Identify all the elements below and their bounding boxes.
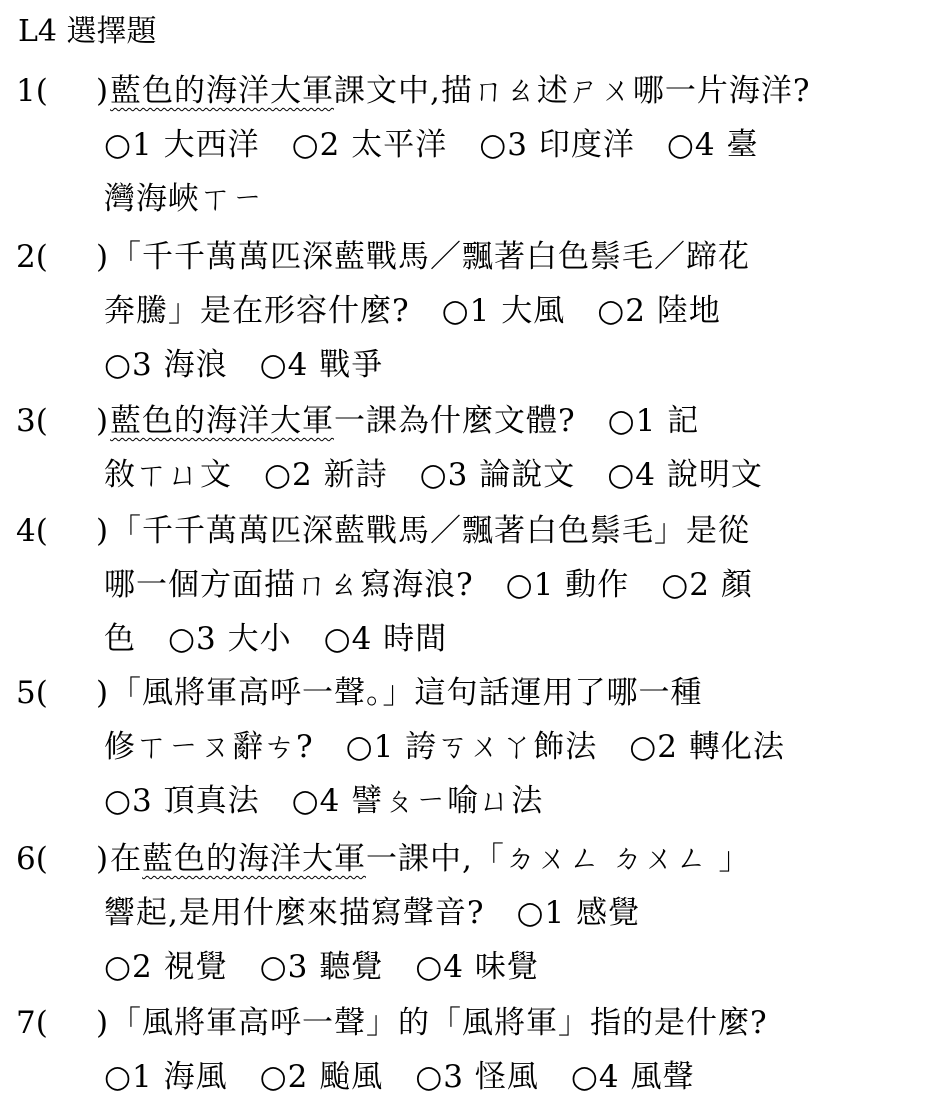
question-text-line	[110, 68, 810, 114]
question-text-line: 修ㄒㄧㄡ辭ㄘ? ○1 誇ㄎㄨㄚ飾法 ○2 轉化法	[104, 729, 785, 765]
lesson-title: 藍色的海洋大軍	[142, 841, 366, 877]
options-line: ○3 頂真法 ○4 譬ㄆㄧ喻ㄩ法	[104, 783, 544, 819]
question-number: 3(	[16, 403, 48, 439]
question-text-line	[110, 836, 751, 882]
options-line: ○3 海浪 ○4 戰爭	[104, 347, 384, 383]
question-text-line	[110, 398, 699, 444]
worksheet-title: L4 選擇題	[18, 14, 157, 49]
question-number: 4(	[16, 513, 48, 549]
question-text-line: 「千千萬萬匹深藍戰馬／飄著白色鬃毛」是從	[110, 513, 750, 549]
question-number: 5(	[16, 675, 48, 711]
options-line: ○1 大西洋 ○2 太平洋 ○3 印度洋 ○4 臺	[104, 127, 759, 163]
answer-paren: )	[96, 675, 109, 711]
options-line: 色 ○3 大小 ○4 時間	[104, 621, 448, 657]
text-suffix: 一課中,「ㄉㄨㄥ ㄉㄨㄥ 」	[366, 841, 751, 877]
question-text-line: 哪一個方面描ㄇㄠ寫海浪? ○1 動作 ○2 顏	[104, 567, 753, 603]
question-text-line: 「風將軍高呼一聲」的「風將軍」指的是什麼?	[110, 1005, 768, 1041]
question-number: 7(	[16, 1005, 48, 1041]
lesson-title: 藍色的海洋大軍	[110, 73, 334, 109]
text-prefix: 在	[110, 841, 142, 877]
options-line: ○2 視覺 ○3 聽覺 ○4 味覺	[104, 949, 539, 985]
answer-paren: )	[96, 1005, 109, 1041]
options-line: 灣海峽ㄒㄧ	[104, 181, 264, 217]
question-number: 6(	[16, 841, 48, 877]
options-line: ○1 海風 ○2 颱風 ○3 怪風 ○4 風聲	[104, 1059, 695, 1095]
answer-paren: )	[96, 513, 109, 549]
question-text-line: 「風將軍高呼一聲。」這句話運用了哪一種	[110, 675, 703, 711]
question-number: 1(	[16, 73, 48, 109]
answer-paren: )	[96, 239, 109, 275]
text-suffix: 課文中,描ㄇㄠ述ㄕㄨ哪一片海洋?	[334, 73, 811, 109]
lesson-title: 藍色的海洋大軍	[110, 403, 334, 439]
question-text-line: 奔騰」是在形容什麼? ○1 大風 ○2 陸地	[104, 293, 721, 329]
question-text-line: 響起,是用什麼來描寫聲音? ○1 感覺	[104, 895, 641, 931]
question-text-line: 「千千萬萬匹深藍戰馬／飄著白色鬃毛／蹄花	[110, 239, 750, 275]
text-suffix: 一課為什麼文體? ○1 記	[334, 403, 700, 439]
answer-paren: )	[96, 403, 109, 439]
options-line: 敘ㄒㄩ文 ○2 新詩 ○3 論說文 ○4 說明文	[104, 457, 763, 493]
answer-paren: )	[96, 841, 109, 877]
question-number: 2(	[16, 239, 48, 275]
answer-paren: )	[96, 73, 109, 109]
